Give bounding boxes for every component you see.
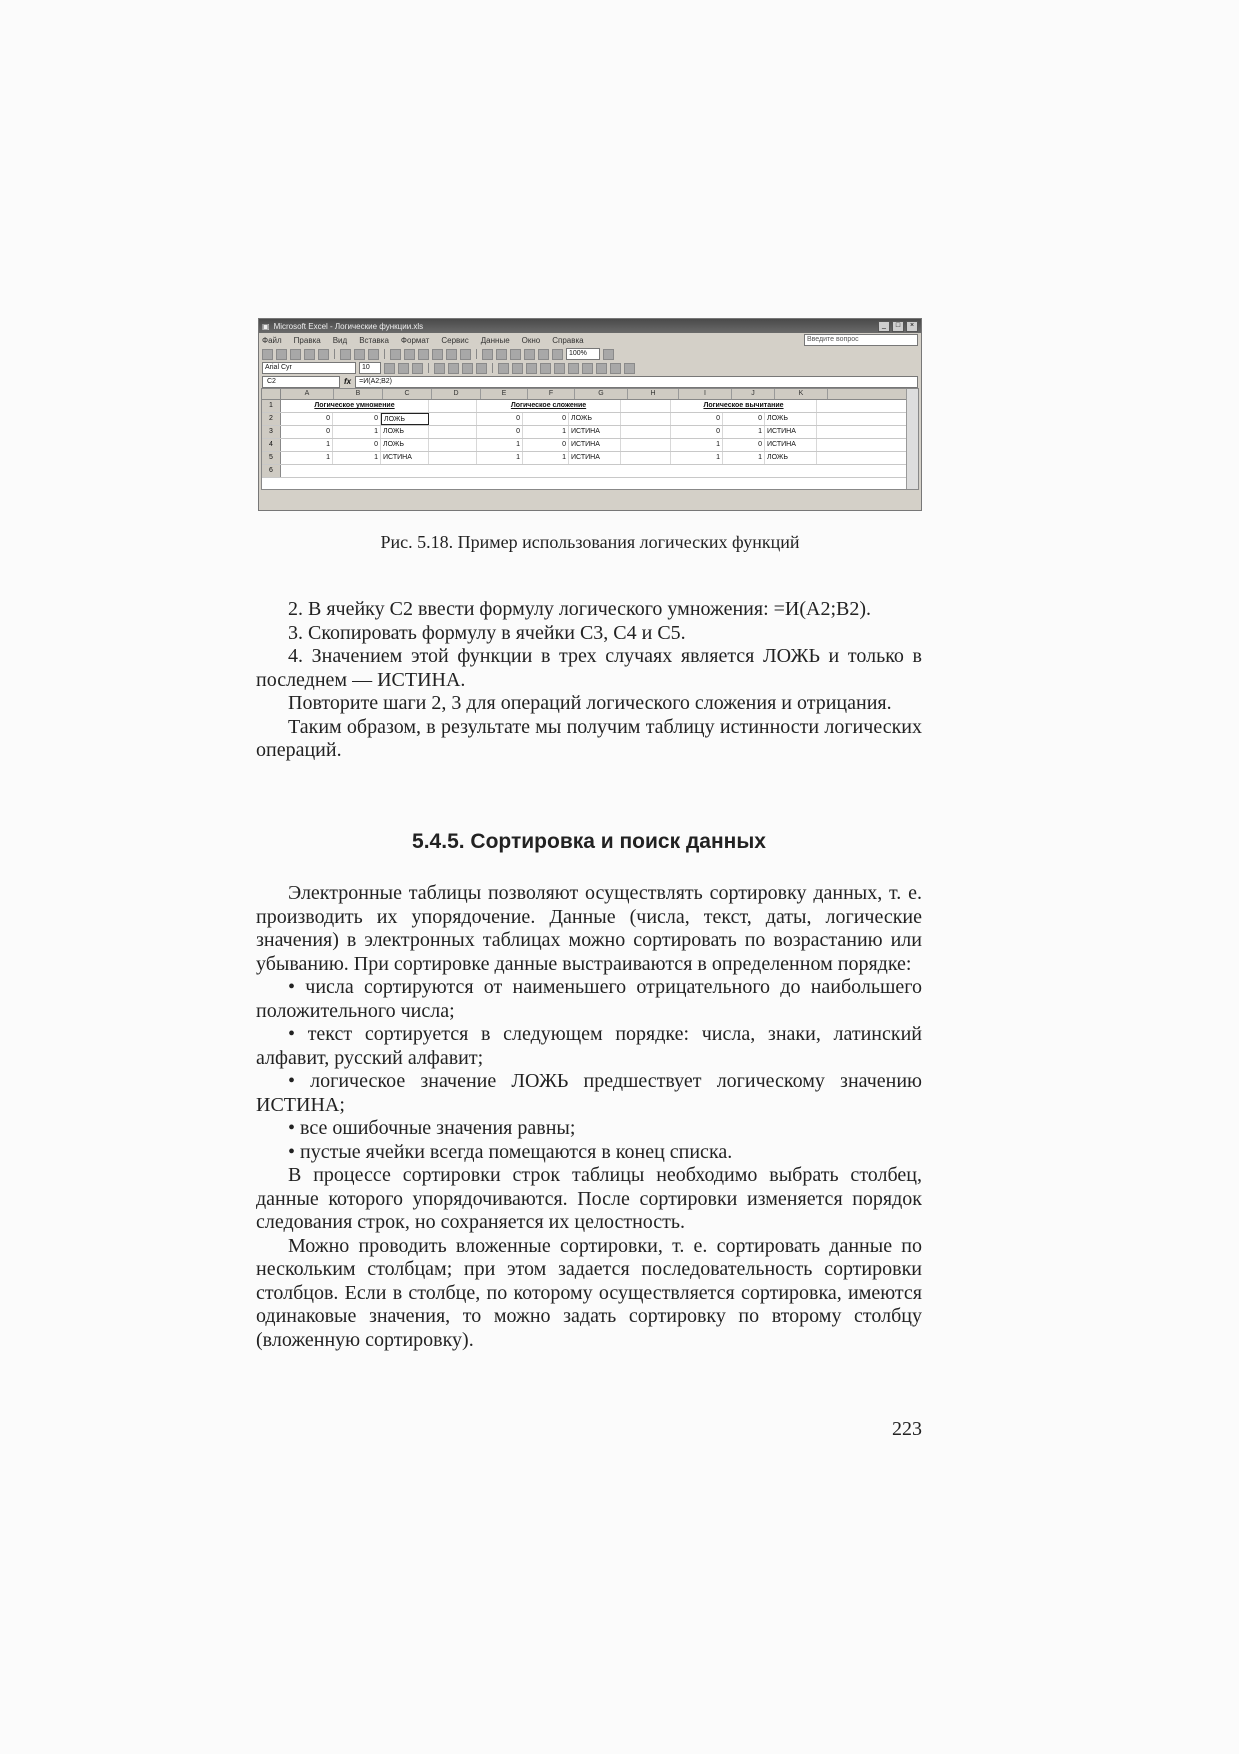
cell-c5[interactable]: ИСТИНА xyxy=(381,452,429,464)
table-row xyxy=(262,439,918,452)
column-header-k[interactable]: K xyxy=(775,389,828,399)
header-logical-or[interactable]: Логическое сложение xyxy=(477,400,621,412)
comma-style-icon[interactable] xyxy=(526,363,537,374)
cell[interactable] xyxy=(429,452,477,464)
increase-indent-icon[interactable] xyxy=(582,363,593,374)
toolbar-separator xyxy=(492,363,493,373)
cell-c2-active[interactable]: ЛОЖЬ xyxy=(381,413,429,425)
table-row xyxy=(262,400,918,413)
excel-app-icon: ▣ xyxy=(262,321,270,331)
cut-icon[interactable] xyxy=(390,349,401,360)
menu-item-edit[interactable]: Правка xyxy=(293,335,321,345)
decrease-decimal-icon[interactable] xyxy=(554,363,565,374)
chart-wizard-icon[interactable] xyxy=(538,349,549,360)
cell-g3[interactable]: ИСТИНА xyxy=(569,426,621,438)
paragraph: 4. Значением этой функции в трех случаях является ЛОЖЬ и только в последнем — ИСТИНА. xyxy=(256,645,922,691)
figure-caption: Рис. 5.18. Пример использования логических функций xyxy=(380,532,800,552)
select-all-corner[interactable] xyxy=(262,389,281,399)
table-row xyxy=(262,413,918,426)
excel-menu-bar xyxy=(259,333,921,347)
column-header-f[interactable]: F xyxy=(528,389,575,399)
menu-item-view[interactable]: Вид xyxy=(332,335,348,345)
menu-item-tools[interactable]: Сервис xyxy=(441,335,469,345)
cell-k4[interactable]: ИСТИНА xyxy=(765,439,817,451)
column-header-a[interactable]: A xyxy=(281,389,334,399)
bold-icon[interactable] xyxy=(384,363,395,374)
formatting-toolbar xyxy=(259,361,921,375)
minimize-icon[interactable]: _ xyxy=(878,321,890,332)
sort-descending-icon[interactable] xyxy=(524,349,535,360)
align-right-icon[interactable] xyxy=(462,363,473,374)
cell-b3[interactable]: 1 xyxy=(333,426,381,438)
header-logical-not[interactable]: Логическое вычитание xyxy=(671,400,817,412)
row-header[interactable]: 5 xyxy=(262,452,281,464)
paragraph: 3. Скопировать формулу в ячейки C3, C4 и C5. xyxy=(288,621,686,644)
toolbar-separator xyxy=(334,349,335,359)
menu-item-data[interactable]: Данные xyxy=(480,335,510,345)
column-headers xyxy=(262,389,918,400)
italic-icon[interactable] xyxy=(398,363,409,374)
cell-e2[interactable]: 0 xyxy=(477,413,523,425)
table-row xyxy=(262,426,918,439)
list-item: • пустые ячейки всегда помещаются в конец списка. xyxy=(288,1140,733,1163)
cell-k3[interactable]: ИСТИНА xyxy=(765,426,817,438)
percent-icon[interactable] xyxy=(512,363,523,374)
cell-b2[interactable]: 0 xyxy=(333,413,381,425)
column-header-h[interactable]: H xyxy=(628,389,679,399)
cell-i2[interactable]: 0 xyxy=(671,413,723,425)
cell-g5[interactable]: ИСТИНА xyxy=(569,452,621,464)
toolbar-separator xyxy=(476,349,477,359)
undo-icon[interactable] xyxy=(446,349,457,360)
cell[interactable] xyxy=(621,413,671,425)
close-icon[interactable]: × xyxy=(906,321,918,332)
borders-icon[interactable] xyxy=(596,363,607,374)
name-box[interactable]: C2 xyxy=(262,376,340,388)
excel-window-title: Microsoft Excel - Логические функции.xls xyxy=(273,321,424,331)
cell-j5[interactable]: 1 xyxy=(723,452,765,464)
row-header[interactable]: 2 xyxy=(262,413,281,425)
drawing-icon[interactable] xyxy=(552,349,563,360)
cell[interactable] xyxy=(429,439,477,451)
cell-b4[interactable]: 0 xyxy=(333,439,381,451)
list-item: • текст сортируется в следующем порядке: числа, знаки, латинский алфавит, русский алфавит; xyxy=(256,1023,922,1069)
paragraph: Электронные таблицы позволяют осуществлять сортировку данных, т. е. производить их упорядочение. Данные (числа, текст, даты, логические значения) в электронных таблицах можно сортировать по возрастанию или убыванию. При сортировке данные выстраиваются в определенном порядке: xyxy=(256,882,922,975)
cell-b5[interactable]: 1 xyxy=(333,452,381,464)
toolbar-separator xyxy=(384,349,385,359)
increase-decimal-icon[interactable] xyxy=(540,363,551,374)
row-header[interactable]: 6 xyxy=(262,465,281,477)
row-header[interactable]: 3 xyxy=(262,426,281,438)
open-icon[interactable] xyxy=(276,349,287,360)
cell[interactable] xyxy=(621,400,671,412)
cell-a4[interactable]: 1 xyxy=(281,439,333,451)
menu-item-format[interactable]: Формат xyxy=(400,335,430,345)
list-item: • числа сортируются от наименьшего отрицательного до наибольшего положительного числа; xyxy=(256,976,922,1022)
cell-e4[interactable]: 1 xyxy=(477,439,523,451)
copy-icon[interactable] xyxy=(404,349,415,360)
page-number: 223 xyxy=(892,1418,922,1440)
zoom-select[interactable]: 100% xyxy=(566,348,600,360)
excel-screenshot-figure xyxy=(258,318,922,511)
cell-f4[interactable]: 0 xyxy=(523,439,569,451)
sort-ascending-icon[interactable] xyxy=(510,349,521,360)
cell[interactable] xyxy=(621,439,671,451)
decrease-indent-icon[interactable] xyxy=(568,363,579,374)
row-header[interactable]: 4 xyxy=(262,439,281,451)
menu-item-window[interactable]: Окно xyxy=(521,335,541,345)
cell-f3[interactable]: 1 xyxy=(523,426,569,438)
permission-icon[interactable] xyxy=(304,349,315,360)
email-icon[interactable] xyxy=(318,349,329,360)
fill-color-icon[interactable] xyxy=(610,363,621,374)
list-item: • все ошибочные значения равны; xyxy=(288,1117,576,1139)
font-size-select[interactable]: 10 xyxy=(359,362,381,374)
header-logical-and[interactable]: Логическое умножение xyxy=(281,400,429,412)
instructions-block xyxy=(256,598,922,763)
align-center-icon[interactable] xyxy=(448,363,459,374)
help-icon[interactable] xyxy=(603,349,614,360)
cell-j3[interactable]: 1 xyxy=(723,426,765,438)
cell-j2[interactable]: 0 xyxy=(723,413,765,425)
cell-i3[interactable]: 0 xyxy=(671,426,723,438)
table-row xyxy=(262,452,918,465)
cell[interactable] xyxy=(429,426,477,438)
cell-k5[interactable]: ЛОЖЬ xyxy=(765,452,817,464)
column-header-i[interactable]: I xyxy=(679,389,732,399)
column-header-b[interactable]: B xyxy=(334,389,383,399)
column-header-g[interactable]: G xyxy=(575,389,628,399)
cell-i4[interactable]: 1 xyxy=(671,439,723,451)
font-name-select[interactable]: Arial Cyr xyxy=(262,362,356,374)
merge-center-icon[interactable] xyxy=(476,363,487,374)
column-header-j[interactable]: J xyxy=(732,389,775,399)
underline-icon[interactable] xyxy=(412,363,423,374)
maximize-icon[interactable]: □ xyxy=(892,321,904,332)
cell[interactable] xyxy=(429,413,477,425)
align-left-icon[interactable] xyxy=(434,363,445,374)
cell-k2[interactable]: ЛОЖЬ xyxy=(765,413,817,425)
autosum-icon[interactable] xyxy=(496,349,507,360)
cell-g2[interactable]: ЛОЖЬ xyxy=(569,413,621,425)
column-header-e[interactable]: E xyxy=(481,389,528,399)
standard-toolbar xyxy=(259,347,921,361)
menu-item-help[interactable]: Справка xyxy=(552,335,584,345)
excel-title-bar xyxy=(259,319,921,333)
cell-a3[interactable]: 0 xyxy=(281,426,333,438)
column-header-c[interactable]: C xyxy=(383,389,432,399)
paragraph: 2. В ячейку C2 ввести формулу логического умножения: =И(A2;B2). xyxy=(288,598,872,620)
print-icon[interactable] xyxy=(340,349,351,360)
hyperlink-icon[interactable] xyxy=(482,349,493,360)
cell-a5[interactable]: 1 xyxy=(281,452,333,464)
column-header-d[interactable]: D xyxy=(432,389,481,399)
cell[interactable] xyxy=(429,400,477,412)
format-painter-icon[interactable] xyxy=(432,349,443,360)
list-item: • логическое значение ЛОЖЬ предшествует логическому значению ИСТИНА; xyxy=(256,1070,922,1116)
currency-icon[interactable] xyxy=(498,363,509,374)
worksheet-grid xyxy=(261,388,919,490)
menu-item-insert[interactable]: Вставка xyxy=(359,335,389,345)
sorting-section-body xyxy=(256,882,922,1352)
print-preview-icon[interactable] xyxy=(354,349,365,360)
cell-a2[interactable]: 0 xyxy=(281,413,333,425)
table-row xyxy=(262,465,918,478)
paste-icon[interactable] xyxy=(418,349,429,360)
cell-c3[interactable]: ЛОЖЬ xyxy=(381,426,429,438)
cell[interactable] xyxy=(621,426,671,438)
vertical-scrollbar[interactable] xyxy=(906,389,918,489)
toolbar-separator xyxy=(428,363,429,373)
cell-i5[interactable]: 1 xyxy=(671,452,723,464)
formula-input[interactable]: =И(A2;B2) xyxy=(355,376,918,388)
cell-e3[interactable]: 0 xyxy=(477,426,523,438)
row-header[interactable]: 1 xyxy=(262,400,281,412)
paragraph: Повторите шаги 2, 3 для операций логического сложения и отрицания. xyxy=(288,692,892,714)
cell-c4[interactable]: ЛОЖЬ xyxy=(381,439,429,451)
menu-item-file[interactable]: Файл xyxy=(262,335,282,345)
cell-f5[interactable]: 1 xyxy=(523,452,569,464)
help-question-input[interactable]: Введите вопрос xyxy=(804,334,918,346)
new-icon[interactable] xyxy=(262,349,273,360)
paragraph: В процессе сортировки строк таблицы необходимо выбрать столбец, данные которого упорядочиваются. После сортировки изменяется порядок следования строк, но сохраняется их целостность. xyxy=(256,1164,922,1233)
formula-bar xyxy=(259,375,921,388)
cell-g4[interactable]: ИСТИНА xyxy=(569,439,621,451)
paragraph: Таким образом, в результате мы получим таблицу истинности логических операций. xyxy=(256,715,922,761)
save-icon[interactable] xyxy=(290,349,301,360)
paragraph: Можно проводить вложенные сортировки, т. е. сортировать данные по нескольким столбцам; при этом задается последовательность сортировки столбцов. Если в столбце, по которому осуществляется сортировка, имеются одинаковые значения, то можно задать сортировку по второму столбцу (вложенную сортировку). xyxy=(256,1234,922,1351)
function-icon[interactable]: fx xyxy=(344,377,352,386)
spelling-icon[interactable] xyxy=(368,349,379,360)
cell[interactable] xyxy=(621,452,671,464)
cell-f2[interactable]: 0 xyxy=(523,413,569,425)
cell-j4[interactable]: 0 xyxy=(723,439,765,451)
cell-e5[interactable]: 1 xyxy=(477,452,523,464)
font-color-icon[interactable] xyxy=(624,363,635,374)
section-heading: 5.4.5. Сортировка и поиск данных xyxy=(412,830,766,853)
redo-icon[interactable] xyxy=(460,349,471,360)
